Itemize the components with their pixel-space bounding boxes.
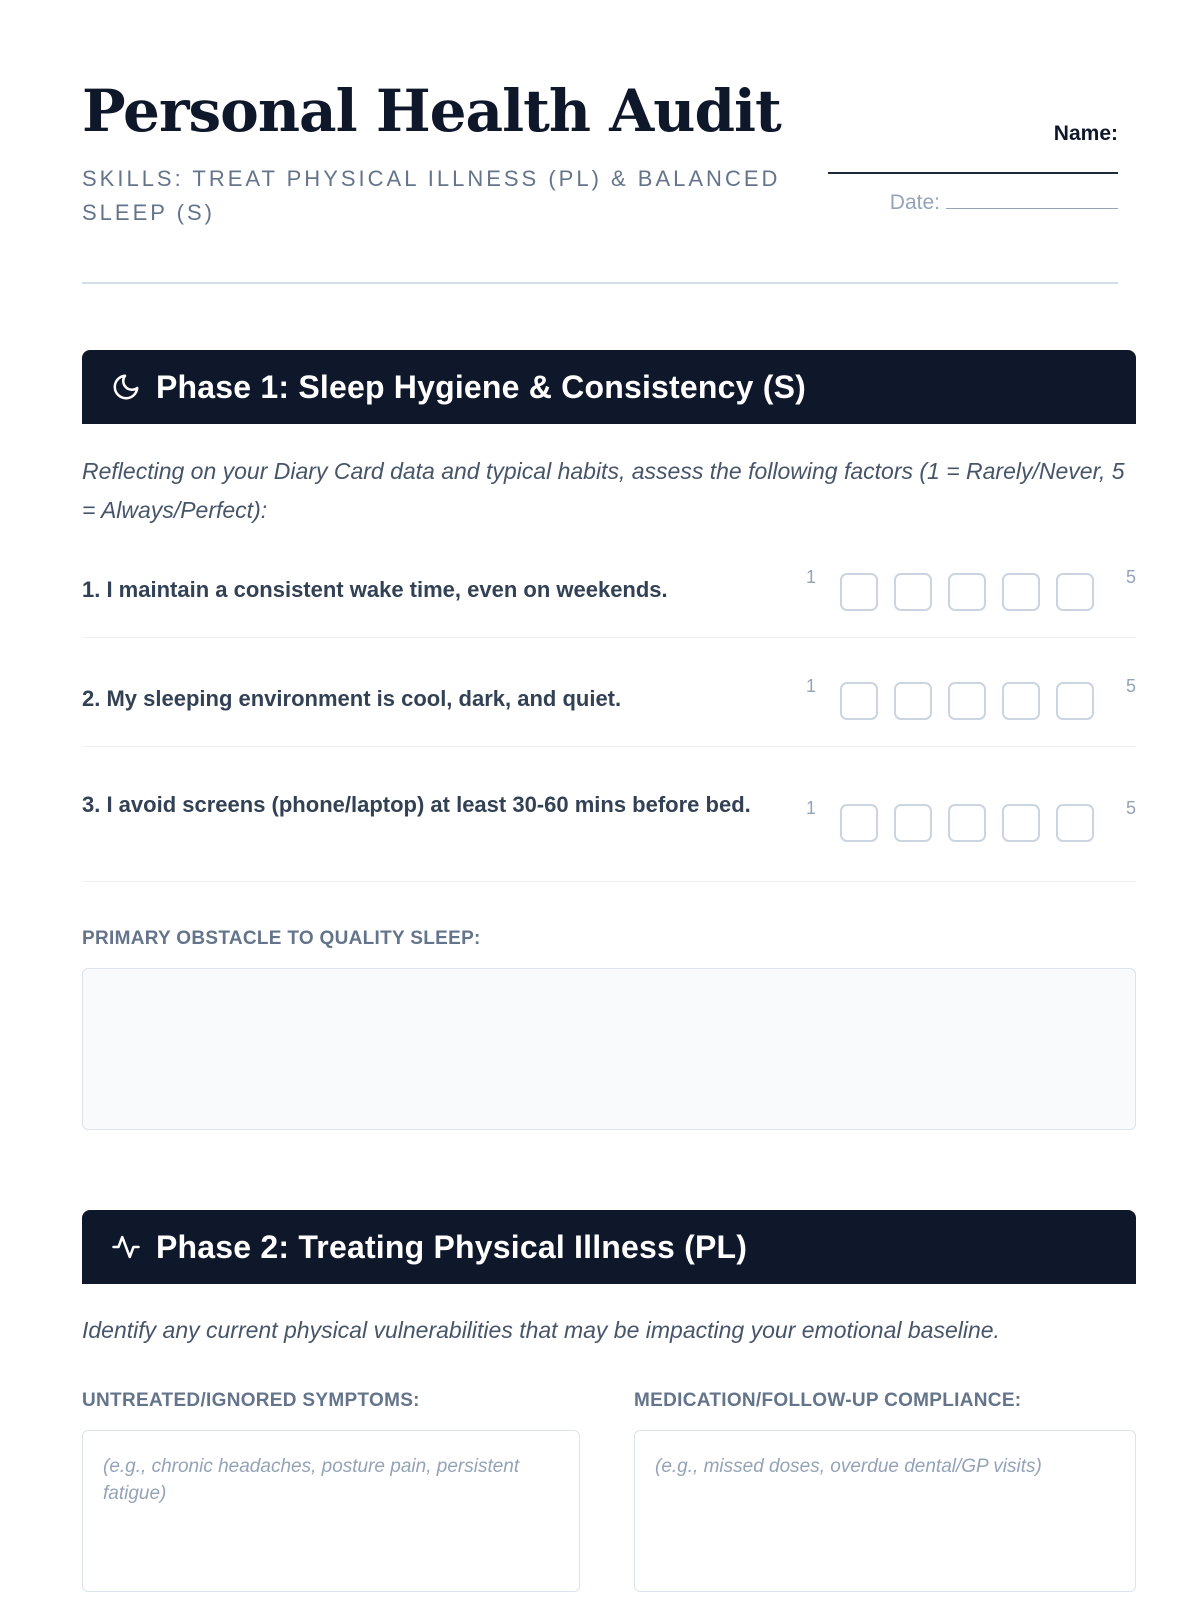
rating-box-3[interactable] [948,573,986,611]
date-line[interactable] [946,190,1118,209]
scale-low-label: 1 [806,567,817,587]
moon-icon [110,371,142,403]
sleep-obstacle-label: PRIMARY OBSTACLE TO QUALITY SLEEP: [82,928,481,949]
date-label: Date: [889,191,940,214]
rating-box-2[interactable] [894,804,932,842]
rating-box-5[interactable] [1056,573,1094,611]
medication-label: MEDICATION/FOLLOW-UP COMPLIANCE: [634,1390,1022,1411]
rating-row-1 [82,556,1136,638]
phase1-header-bar [82,350,1136,424]
worksheet-header [82,0,1118,284]
rating-scale [806,567,1136,615]
rating-box-5[interactable] [1056,804,1094,842]
question-text: 1. I maintain a consistent wake time, even on weekends. [82,577,668,602]
rating-row-3 [82,774,1136,882]
phase2-title: Phase 2: Treating Physical Illness (PL) [156,1228,748,1265]
page-title: Personal Health Audit [82,77,781,145]
symptoms-label: UNTREATED/IGNORED SYMPTOMS: [82,1390,420,1411]
date-row [828,190,1118,215]
rating-box-2[interactable] [894,682,932,720]
activity-pulse-icon [110,1231,142,1263]
rating-box-3[interactable] [948,682,986,720]
rating-scale [806,676,1136,724]
page-subtitle: SKILLS: TREAT PHYSICAL ILLNESS (PL) & BALANCED SLEEP (S) [82,166,781,225]
rating-box-2[interactable] [894,573,932,611]
sleep-obstacle-field[interactable] [82,968,1136,1130]
rating-box-1[interactable] [840,804,878,842]
rating-box-3[interactable] [948,804,986,842]
question-text: 2. My sleeping environment is cool, dark, and quiet. [82,686,622,711]
phase1-intro: Reflecting on your Diary Card data and typical habits, assess the following factors (1 = Rarely/Never, 5 = Always/Perfect): [82,458,1125,523]
rating-box-1[interactable] [840,573,878,611]
rating-box-4[interactable] [1002,573,1040,611]
scale-high-label: 5 [1125,676,1136,696]
name-line[interactable] [828,172,1118,174]
phase2-header-bar [82,1210,1136,1284]
phase2-intro: Identify any current physical vulnerabilities that may be impacting your emotional baseline. [82,1317,1000,1343]
rating-box-5[interactable] [1056,682,1094,720]
scale-low-label: 1 [806,676,817,696]
symptoms-field[interactable] [82,1430,580,1592]
scale-low-label: 1 [806,798,817,818]
scale-high-label: 5 [1125,798,1136,818]
name-date-block [828,122,1118,215]
rating-row-2 [82,665,1136,747]
rating-scale [806,798,1136,846]
rating-box-1[interactable] [840,682,878,720]
phase1-title: Phase 1: Sleep Hygiene & Consistency (S) [156,368,806,405]
rating-box-4[interactable] [1002,804,1040,842]
medication-field[interactable] [634,1430,1136,1592]
question-text: 3. I avoid screens (phone/laptop) at least 30-60 mins before bed. [82,792,751,817]
scale-high-label: 5 [1125,567,1136,587]
name-label: Name: [1053,122,1118,145]
rating-box-4[interactable] [1002,682,1040,720]
